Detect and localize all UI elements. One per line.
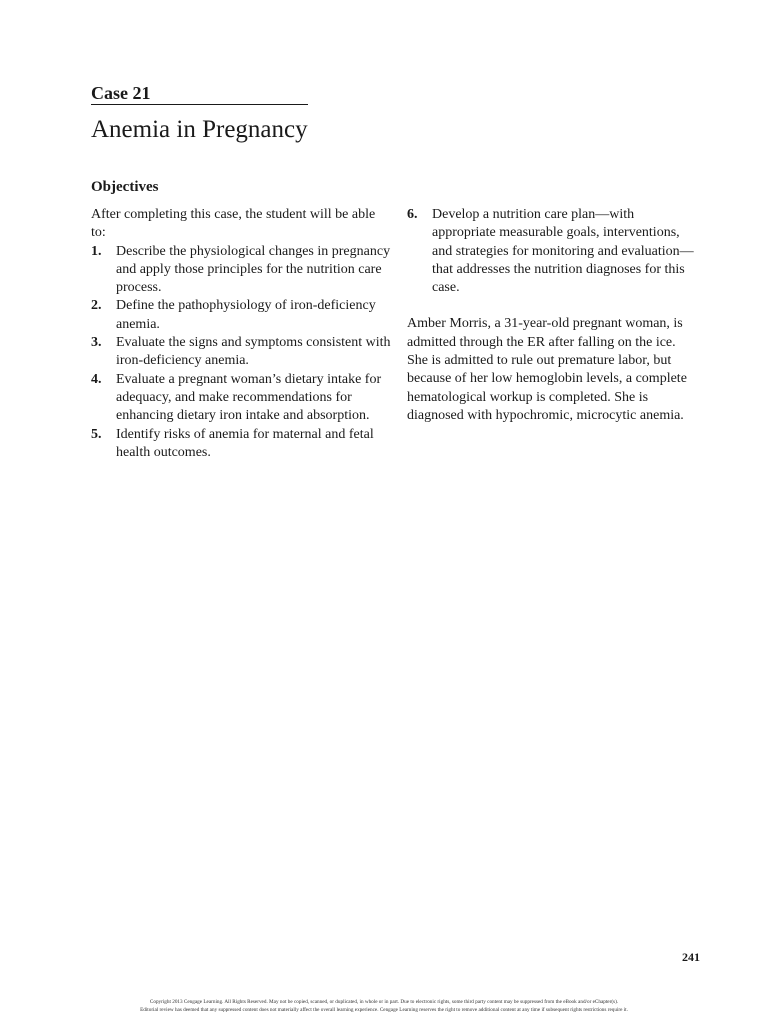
objective-item: [91, 297, 391, 334]
objective-item: [407, 206, 697, 297]
case-title: Anemia in Pregnancy: [91, 116, 308, 143]
objective-number: 2.: [91, 298, 102, 314]
objectives-heading: Objectives: [91, 179, 159, 195]
objective-number: 5.: [91, 426, 102, 442]
objective-number: 1.: [91, 243, 102, 259]
right-column: [407, 206, 697, 425]
objective-text: Develop a nutrition care plan—with appropriate measurable goals, interventions, and strategies for monitoring and evaluation—that addresses the nutrition diagnoses for this case.: [432, 207, 694, 296]
objective-item: [91, 334, 391, 371]
objective-text: Evaluate the signs and symptoms consistent with iron-deficiency anemia.: [116, 335, 391, 369]
left-column: [91, 206, 391, 462]
objective-text: Define the pathophysiology of iron-deficiency anemia.: [116, 298, 376, 332]
objective-number: 6.: [407, 207, 418, 222]
copyright-notice: [0, 998, 768, 1014]
objectives-list-continued: [407, 206, 697, 297]
objective-item: [91, 243, 391, 298]
objective-text: Evaluate a pregnant woman’s dietary intake for adequacy, and make recommendations for enhancing dietary iron intake and absorption.: [116, 371, 382, 424]
case-paragraph: Amber Morris, a 31-year-old pregnant woman, is admitted through the ER after falling on the ice. She is admitted to rule out premature labor, but because of her low hemoglobin levels, a complete hematological workup is completed. She is diagnosed with hypochromic, microcytic anemia.: [407, 316, 687, 423]
objective-number: 3.: [91, 335, 102, 351]
objectives-intro: After completing this case, the student will be able to:: [91, 207, 376, 241]
page-number: 241: [682, 950, 700, 964]
copyright-line-2: Editorial review has deemed that any suppressed content does not materially affect the overall learning experience. Cengage Learning reserves the right to remove additional content at any time if subsequent rights restrictions require it.: [140, 1007, 628, 1013]
copyright-line-1: Copyright 2013 Cengage Learning. All Rights Reserved. May not be copied, scanned, or duplicated, in whole or in part. Due to electronic rights, some third party content may be suppressed from the eBook and/or eChapter(s).: [149, 999, 619, 1005]
objective-item: [91, 371, 391, 426]
objective-text: Identify risks of anemia for maternal and fetal health outcomes.: [116, 426, 374, 460]
objectives-list: [91, 243, 391, 463]
objective-text: Describe the physiological changes in pregnancy and apply those principles for the nutrition care process.: [116, 243, 391, 296]
case-label: Case 21: [91, 82, 308, 105]
objective-number: 4.: [91, 371, 102, 387]
objective-item: [91, 426, 391, 463]
